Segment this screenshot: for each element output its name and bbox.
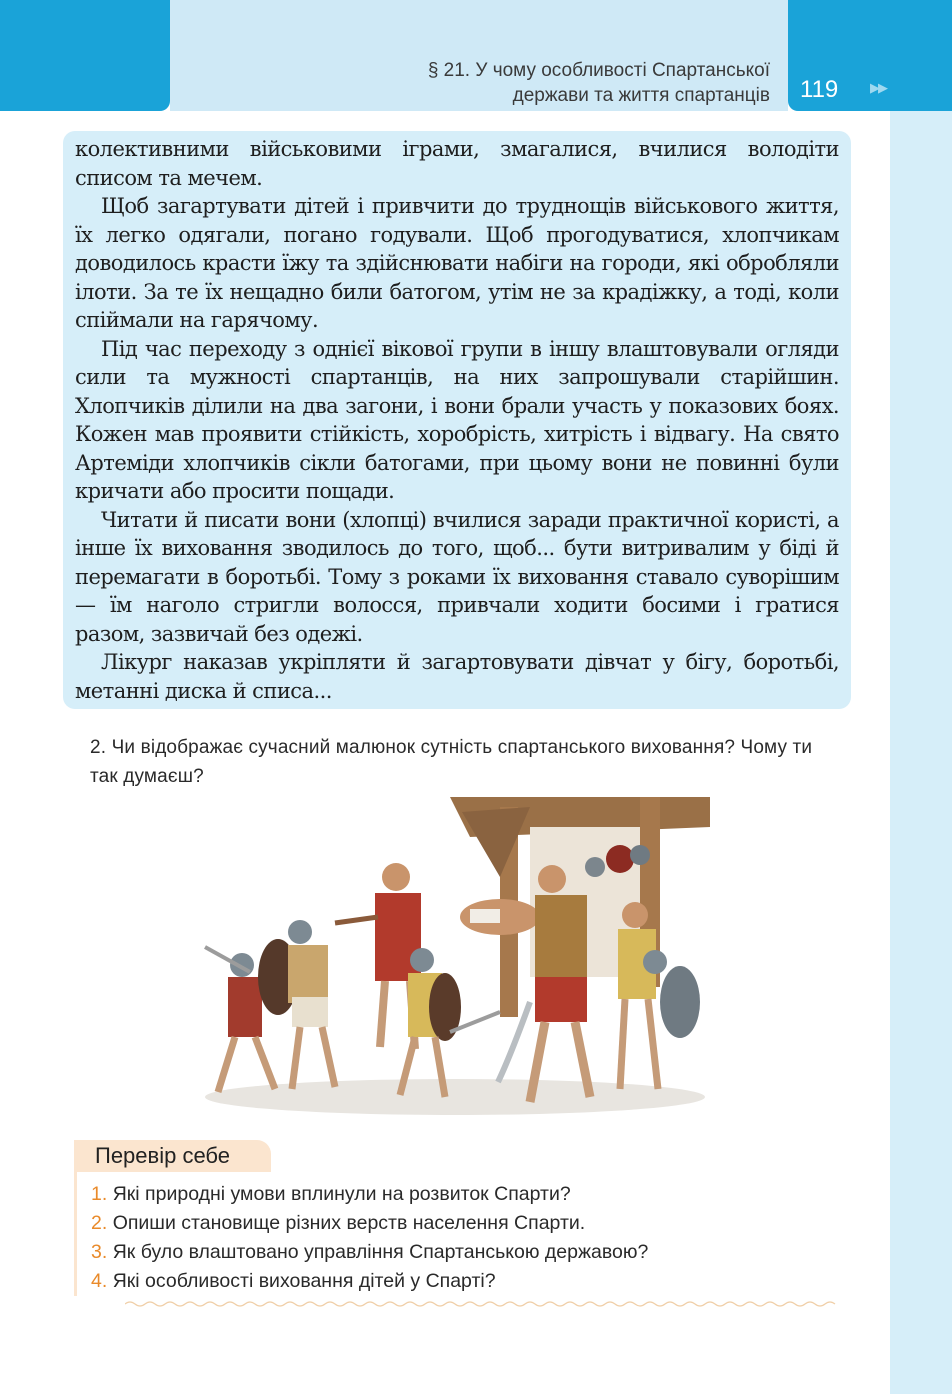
- item-number: 3.: [91, 1241, 108, 1263]
- item-number: 2.: [91, 1212, 108, 1234]
- text-paragraph-4: Читати й писати вони (хлопці) вчилися заради практичної користі, а інше їх виховання зводилось до того, щоб... бути витривалим у біді й перемагати в боротьбі. Тому з роками їх виховання ставало суворішим — їм наголо стригли волосся, привчали ходити босими і гратися разом, зазвичай без одежі.: [75, 507, 839, 646]
- text-paragraph-2: Щоб загартувати дітей і привчити до труднощів військового життя, їх легко одягали, погано годували. Щоб прогодуватися, хлопчикам доводилось красти їжу та здійснювати набіги на городи, які обробляли ілоти. За те їх нещадно били батогом, утім не за крадіжку, а тоді, коли спіймали на гарячому.: [75, 194, 839, 332]
- header-left-block: [0, 0, 170, 111]
- item-number: 1.: [91, 1183, 108, 1205]
- self-check-list: [91, 1180, 648, 1296]
- item-number: 4.: [91, 1270, 108, 1292]
- item-text: Які особливості виховання дітей у Спарті?: [112, 1270, 496, 1292]
- spartan-training-illustration: [200, 797, 710, 1119]
- side-margin-strip: [890, 111, 952, 1394]
- self-check-item: [91, 1238, 648, 1267]
- section-title: [428, 58, 770, 108]
- self-check-item: [91, 1209, 648, 1238]
- wavy-divider: [125, 1300, 840, 1308]
- item-text: Як було влаштовано управління Спартанською державою?: [112, 1241, 649, 1263]
- source-text: [75, 135, 839, 705]
- section-title-line2: держави та життя спартанців: [512, 85, 770, 106]
- self-check-title: Перевір себе: [95, 1143, 231, 1168]
- self-check-item: [91, 1267, 648, 1296]
- text-paragraph-3: Під час переходу з однієї вікової групи в іншу влаштовували огляди сили та мужності спартанців, на них запрошували старійшин. Хлопчиків ділили на два загони, і вони брали участь у показових боях. Кожен мав проявити стійкість, хоробрість, хитрість і відвагу. На свято Артеміди хлопчиків сікли батогами, при цьому вони не повинні були кричати або просити пощади.: [75, 336, 839, 503]
- self-check-bar: [74, 1172, 77, 1296]
- page-number: 119: [800, 76, 839, 103]
- section-title-line1: § 21. У чому особливості Спартанської: [427, 60, 770, 81]
- next-page-arrows-icon[interactable]: ▶▶: [870, 81, 886, 96]
- text-paragraph-5: Лікург наказав укріпляти й загартовувати дівчат у бігу, боротьбі, метанні диска й списа...: [75, 650, 839, 703]
- item-text: Які природні умови вплинули на розвиток Спарти?: [112, 1183, 571, 1205]
- item-text: Опиши становище різних верств населення Спарти.: [112, 1212, 586, 1234]
- text-paragraph-1: колективними військовими іграми, змагалися, вчилися володіти списом та мечем.: [75, 137, 839, 190]
- self-check-item: [91, 1180, 648, 1209]
- task-question: 2. Чи відображає сучасний малюнок сутність спартанського виховання? Чому ти так думаєш?: [90, 737, 813, 787]
